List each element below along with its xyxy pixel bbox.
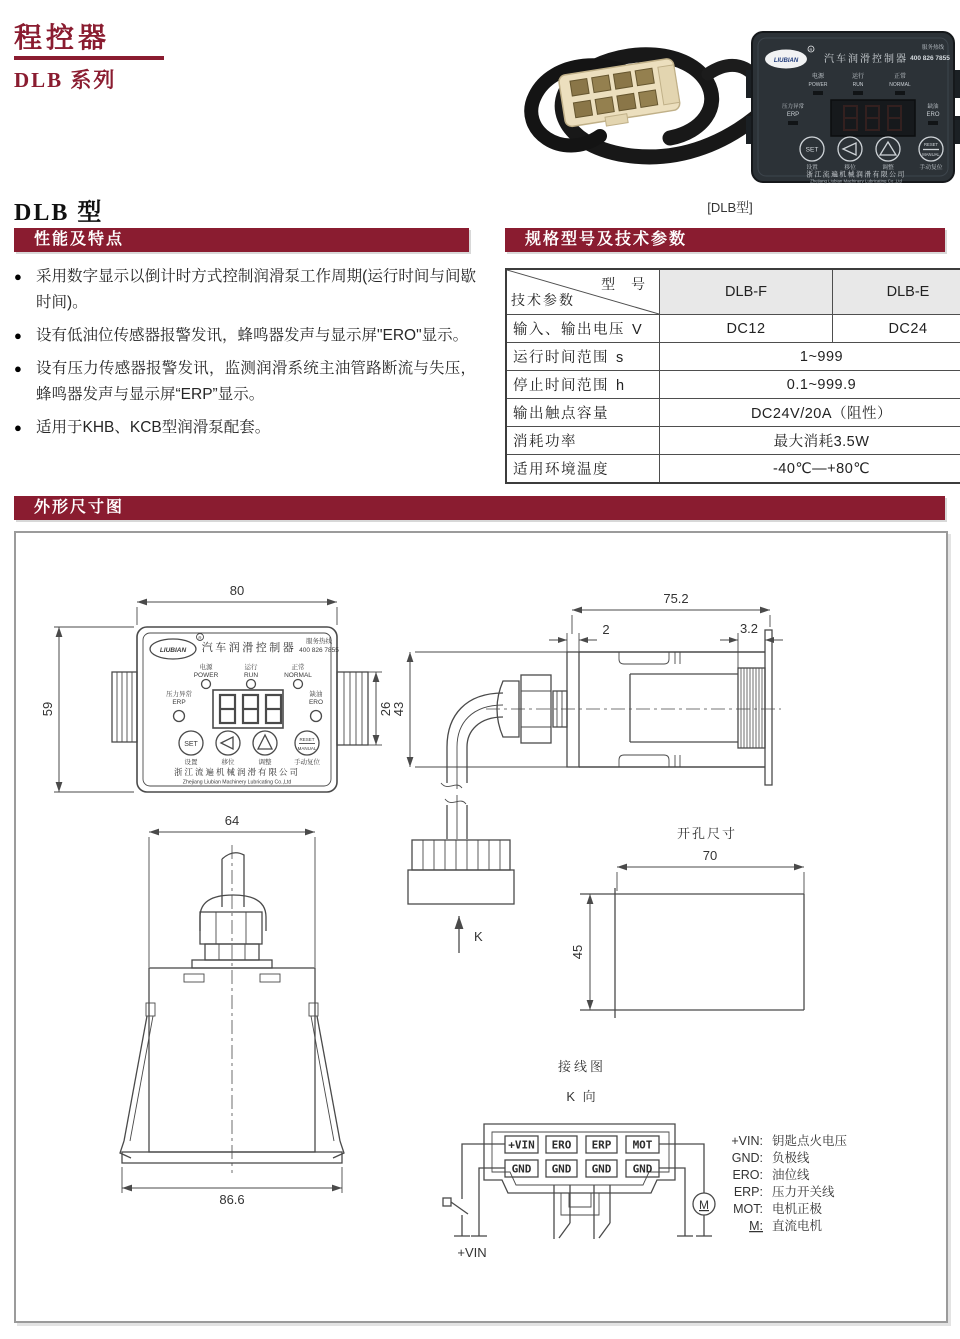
- legend-key: MOT:: [733, 1202, 763, 1216]
- terminal-erp: ERP: [591, 1138, 612, 1152]
- param-label: 输出触点容量: [513, 406, 609, 422]
- features-list: [14, 264, 476, 448]
- btn-shift-cn: 移位: [844, 165, 856, 171]
- drawing-manual-label: MANUAL: [297, 746, 317, 751]
- terminal-gnd2: GND: [551, 1162, 572, 1176]
- legend-key: ERO:: [732, 1168, 763, 1182]
- dim-side-panel: 2: [602, 622, 610, 637]
- drawing-ind-normal-en: NORMAL: [284, 672, 312, 679]
- cell-value: DC12: [660, 315, 833, 343]
- side-hatch: [741, 668, 762, 748]
- ind-normal-cn: 正常: [893, 74, 907, 80]
- param-unit: s: [616, 350, 624, 366]
- bullet-icon: ●: [14, 420, 22, 435]
- ind-run-cn: 运行: [851, 74, 865, 80]
- k-direction-label: K: [474, 929, 483, 944]
- ind-run-en: RUN: [852, 82, 864, 88]
- legend-key: GND:: [731, 1151, 763, 1165]
- dim-cutout-width: 70: [702, 848, 718, 863]
- dimension-drawing: [14, 531, 948, 1323]
- drawing-ind-normal-cn: 正常: [291, 664, 305, 671]
- product-photo-image: [500, 12, 960, 197]
- table-header-row: [506, 269, 960, 315]
- manual-label: MANUAL: [922, 152, 940, 157]
- model-heading: DLB 型: [14, 200, 104, 226]
- cell-value: DC24V/20A（阻性）: [660, 399, 960, 427]
- drawing-registered-mark: R: [198, 635, 202, 641]
- drawing-company-cn: 浙江流遍机械润滑有限公司: [173, 767, 301, 777]
- legend-desc: 电机正极: [772, 1202, 823, 1216]
- drawing-erp-en: ERP: [172, 699, 186, 706]
- feature-item: [14, 415, 476, 441]
- terminal-gnd3: GND: [591, 1162, 612, 1176]
- terminal-gnd4: GND: [632, 1162, 653, 1176]
- product-photo: [500, 12, 960, 197]
- table-row: [506, 343, 960, 371]
- features-header-bar: 性能及特点: [14, 228, 469, 252]
- param-label: 适用环境温度: [513, 462, 609, 478]
- drawing-ind-run-en: RUN: [243, 672, 259, 679]
- feature-item: [14, 356, 476, 408]
- drawing-ero-en: ERO: [308, 699, 324, 706]
- param-unit: V: [632, 322, 642, 338]
- ero-cn: 缺油: [927, 104, 939, 110]
- ind-power-en: POWER: [808, 82, 828, 88]
- table-row: [506, 371, 960, 399]
- feature-text: 设有压力传感器报警发讯，监测润滑系统主油管路断流与失压，蜂鸣器发声与显示屏“ERP”显示。: [36, 360, 476, 403]
- drawing-company-en: Zhejiang Liubian Machinery Lubricating Co.,Ltd: [182, 779, 292, 786]
- motor-symbol: M: [699, 1198, 709, 1212]
- k-view-label: K 向: [566, 1089, 598, 1104]
- feature-text: 采用数字显示以倒计时方式控制润滑泵工作周期(运行时间与间歇时间)。: [36, 268, 476, 311]
- corner-model-label: 型 号: [601, 276, 651, 292]
- cell-value: -40℃—+80℃: [660, 455, 960, 484]
- hotline-number: 400 826 7855: [910, 55, 950, 62]
- drawing-btn-set-cn: 设置: [184, 759, 198, 766]
- hotline-label: 服务热线: [921, 45, 945, 51]
- terminal-blocks: [505, 1136, 659, 1177]
- legend-key: +VIN:: [731, 1134, 763, 1148]
- dim-bottom-width: 64: [224, 813, 240, 828]
- param-label: 停止时间范围: [513, 378, 609, 394]
- device-title: 汽车润滑控制器: [824, 54, 908, 65]
- dim-front-height: 59: [40, 701, 55, 717]
- bullet-icon: ●: [14, 269, 22, 284]
- drawing-set-button: SET: [184, 741, 198, 748]
- param-label: 运行时间范围: [513, 350, 609, 366]
- corner-param-label: 技术参数: [511, 292, 575, 308]
- legend-desc: 负极线: [772, 1151, 810, 1165]
- dim-flange-height: 26: [378, 701, 393, 717]
- plug-connector: [408, 840, 514, 904]
- logo-text: LIUBIAN: [773, 58, 799, 64]
- terminal-vin: +VIN: [508, 1138, 535, 1152]
- drawing-logo-text: LIUBIAN: [159, 647, 187, 654]
- front-view: [40, 583, 393, 792]
- legend-desc: 油位线: [772, 1168, 810, 1182]
- terminal-ero: ERO: [551, 1138, 572, 1152]
- controller-photo: [746, 32, 960, 184]
- drawing-btn-adjust-cn: 调整: [258, 759, 272, 766]
- cell-value: DC24: [833, 315, 960, 343]
- feature-item: [14, 323, 476, 349]
- table-row: [506, 455, 960, 484]
- terminal-gnd1: GND: [511, 1162, 532, 1176]
- set-button-label: SET: [805, 146, 819, 154]
- drawing-btn-shift-cn: 移位: [221, 759, 235, 766]
- param-unit: h: [616, 378, 625, 394]
- dim-bottom-base: 86.6: [219, 1192, 245, 1207]
- legend-desc: 直流电机: [772, 1219, 823, 1233]
- ind-power-cn: 电源: [811, 74, 825, 80]
- param-label: 消耗功率: [513, 434, 577, 450]
- drawing-reset-label: RESET: [299, 737, 315, 742]
- dim-cutout-height: 45: [570, 944, 585, 960]
- corner-cell: [506, 269, 660, 315]
- drawing-ind-power-cn: 电源: [199, 664, 213, 671]
- btn-adjust-cn: 调整: [882, 165, 894, 171]
- front-face: [150, 634, 339, 786]
- table-row: [506, 427, 960, 455]
- erp-en: ERP: [786, 112, 800, 118]
- vin-label: +VIN: [457, 1245, 487, 1260]
- legend-key: M:: [749, 1219, 763, 1233]
- feature-text: 设有低油位传感器报警发讯，蜂鸣器发声与显示屏"ERO"显示。: [36, 327, 469, 344]
- dim-side-depth: 75.2: [663, 591, 689, 606]
- legend-desc: 压力开关线: [772, 1185, 835, 1199]
- elbow-cable: [441, 693, 503, 839]
- btn-set-cn: 设置: [806, 165, 818, 171]
- drawing-ind-run-cn: 运行: [244, 664, 258, 671]
- col-dlbf: DLB-F: [660, 269, 833, 315]
- series-title: DLB 系列: [14, 68, 117, 92]
- reset-label: RESET: [924, 142, 938, 147]
- bottom-view: [120, 813, 344, 1207]
- drawing-ind-power-en: POWER: [193, 672, 219, 679]
- btn-manual-reset-cn: 手动复位: [919, 165, 943, 171]
- param-label: 输入、输出电压: [513, 322, 625, 338]
- ind-normal-en: NORMAL: [889, 82, 911, 88]
- erp-cn: 压力异常: [781, 104, 805, 110]
- dim-front-width: 80: [229, 583, 245, 598]
- table-row: [506, 399, 960, 427]
- table-row: [506, 315, 960, 343]
- side-view: [391, 591, 783, 953]
- legend-desc: 钥匙点火电压: [772, 1134, 848, 1148]
- dim-side-lip: 3.2: [739, 621, 759, 636]
- company-en: Zhejiang Liubian Machinery Lubricating Co.,Ltd: [810, 178, 902, 184]
- cell-value: 1~999: [660, 343, 960, 371]
- wiring-diagram: [443, 1059, 848, 1260]
- dim-side-height: 43: [391, 701, 406, 717]
- drawing-display-digits: [220, 695, 281, 723]
- feature-item: [14, 264, 476, 316]
- ero-en: ERO: [926, 112, 940, 118]
- outline-header-bar: 外形尺寸图: [14, 496, 945, 520]
- title-rule: [14, 56, 164, 60]
- registered-mark: R: [809, 47, 813, 52]
- dimension-drawing-svg: [16, 533, 946, 1321]
- spec-table: [505, 268, 960, 484]
- cell-value: 0.1~999.9: [660, 371, 960, 399]
- photo-caption: [DLB型]: [707, 200, 753, 215]
- cutout-view: [570, 826, 804, 1018]
- specs-header-bar: 规格型号及技术参数: [505, 228, 945, 252]
- drawing-btn-manual-reset-cn: 手动复位: [294, 759, 320, 766]
- drawing-hotline-number: 400 826 7855: [299, 647, 339, 654]
- bullet-icon: ●: [14, 361, 22, 376]
- wiring-title: 接线图: [557, 1059, 607, 1074]
- terminal-mot: MOT: [632, 1138, 653, 1152]
- bullet-icon: ●: [14, 328, 22, 343]
- feature-text: 适用于KHB、KCB型润滑泵配套。: [36, 419, 271, 436]
- cutout-label: 开孔尺寸: [676, 826, 738, 841]
- drawing-ero-cn: 缺油: [309, 691, 323, 698]
- col-dlbe: DLB-E: [833, 269, 960, 315]
- page-title: 程控器: [14, 22, 111, 53]
- company-cn: 浙江流遍机械润滑有限公司: [806, 171, 906, 179]
- wiring-legend: [731, 1133, 847, 1233]
- drawing-erp-cn: 压力异常: [166, 691, 192, 698]
- legend-key: ERP:: [733, 1185, 763, 1199]
- drawing-hotline-label: 服务热线: [306, 638, 332, 645]
- cell-value: 最大消耗3.5W: [660, 427, 960, 455]
- drawing-device-title: 汽车润滑控制器: [201, 642, 297, 654]
